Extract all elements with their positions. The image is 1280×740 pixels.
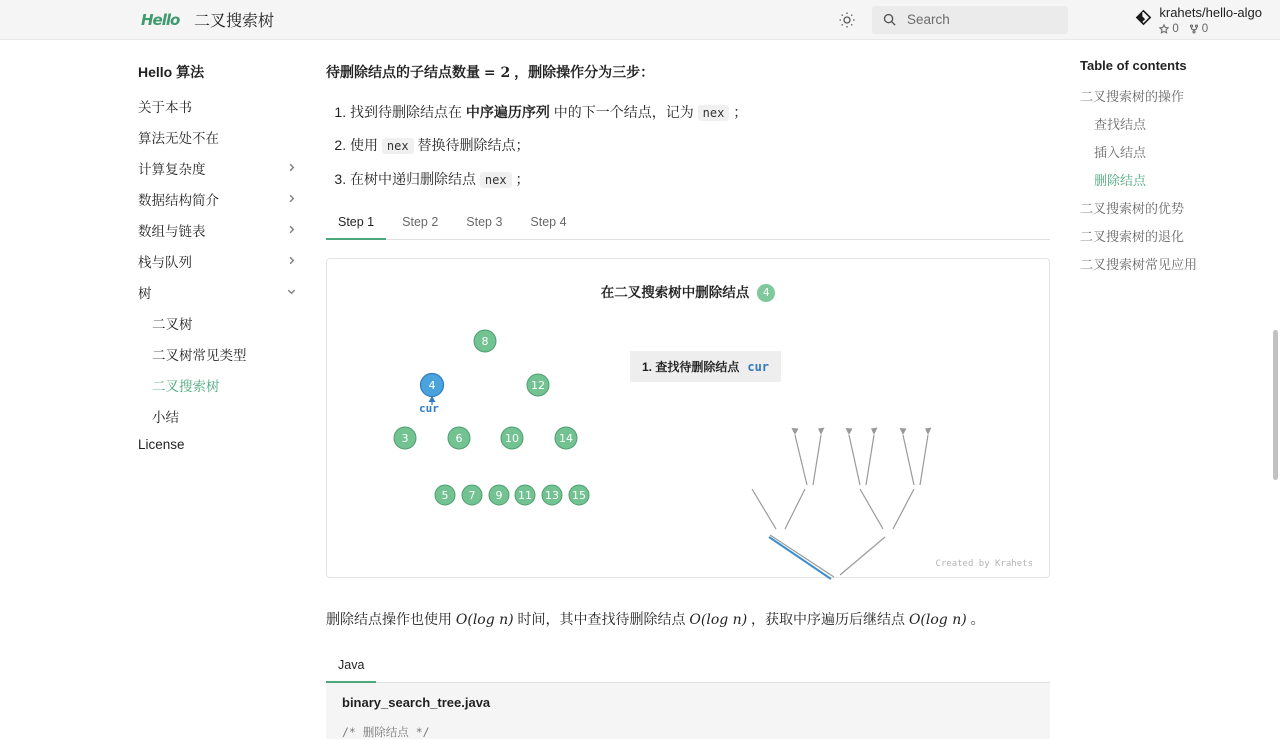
- search-icon: [882, 12, 897, 27]
- code-body: [326, 683, 1050, 739]
- cur-pointer-label: cur: [419, 402, 439, 415]
- sidebar-item-algorithms-everywhere[interactable]: [128, 121, 308, 152]
- sidebar-nav: [128, 40, 308, 720]
- svg-text:4: 4: [428, 379, 436, 392]
- toc-item-insert-node[interactable]: 插入结点: [1094, 144, 1147, 160]
- tree-node-4: [421, 374, 444, 397]
- brightness-icon[interactable]: [836, 9, 858, 31]
- code-language-tabs: [326, 650, 1050, 683]
- tree-node-6: [448, 427, 470, 449]
- chevron-right-icon[interactable]: [284, 223, 298, 237]
- inline-code: nex: [382, 138, 414, 154]
- sidebar-item-summary[interactable]: [128, 400, 308, 431]
- sidebar-item-binary-tree-types[interactable]: [128, 338, 308, 369]
- tab-step-2[interactable]: Step 2: [402, 215, 439, 229]
- sidebar-item-binary-tree[interactable]: [128, 307, 308, 338]
- tree-node-12: [527, 374, 549, 396]
- git-icon: [1135, 9, 1152, 29]
- repo-stats: [1159, 23, 1262, 35]
- intro-paragraph: [326, 60, 1050, 86]
- sidebar-title: Hello 算法: [138, 64, 205, 80]
- tree-node-7: [462, 485, 482, 505]
- repo-stars-count: 0: [1172, 23, 1179, 35]
- figure-title-text: 在二叉搜索树中删除结点: [600, 285, 750, 300]
- sidebar-item-stack-queue[interactable]: [128, 245, 308, 276]
- tree-node-10: [501, 427, 523, 449]
- chevron-right-icon[interactable]: [284, 161, 298, 175]
- site-header: [0, 0, 1280, 40]
- sidebar-item-label: 栈与队列: [138, 254, 192, 270]
- svg-text:15: 15: [572, 489, 586, 502]
- fork-icon: [1189, 24, 1199, 34]
- tab-java[interactable]: Java: [326, 650, 376, 683]
- step-text: 在树中递归删除结点: [350, 170, 480, 187]
- page-title: 二叉搜索树: [194, 13, 275, 30]
- svg-text:7: 7: [468, 489, 476, 502]
- step-bold: 中序遍历序列: [465, 103, 550, 120]
- complexity-text: ，获取中序遍历后继结点: [747, 611, 909, 627]
- bst-nodes-layer: [327, 259, 1247, 579]
- svg-text:12: 12: [531, 379, 545, 392]
- bst-delete-figure: [326, 258, 1050, 578]
- step-text: 替换待删除结点；: [413, 137, 530, 153]
- delete-steps-list: [326, 100, 1050, 192]
- sidebar-item-label: 二叉树常见类型: [152, 347, 247, 363]
- tree-node-9: [489, 485, 509, 505]
- repo-forks: [1189, 23, 1208, 35]
- tree-node-14: [555, 427, 577, 449]
- tab-step-4[interactable]: Step 4: [530, 215, 567, 229]
- toc-item-search-node[interactable]: 查找结点: [1094, 116, 1147, 132]
- svg-text:11: 11: [518, 489, 532, 502]
- toc-item-delete-node[interactable]: 删除结点: [1094, 172, 1147, 188]
- toc-item-operations[interactable]: 二叉搜索树的操作: [1080, 88, 1185, 104]
- svg-text:9: 9: [495, 489, 503, 502]
- sidebar-item-label: 算法无处不在: [138, 130, 219, 146]
- list-item: [350, 100, 1050, 125]
- complexity-text: 。: [966, 611, 985, 627]
- complexity-equation: O(log n): [689, 612, 748, 628]
- step-text: ；: [729, 103, 748, 120]
- chevron-right-icon[interactable]: [284, 254, 298, 268]
- complexity-equation: O(log n): [908, 612, 967, 628]
- code-block: [326, 650, 1050, 739]
- inline-code: nex: [480, 172, 512, 188]
- search-box[interactable]: [872, 6, 1068, 34]
- sidebar-item-label: 二叉搜索树: [152, 378, 220, 394]
- svg-text:5: 5: [441, 489, 449, 502]
- step-text: 找到待删除结点在: [350, 103, 466, 120]
- code-filename: binary_search_tree.java: [342, 694, 491, 710]
- tree-node-11: [515, 485, 535, 505]
- star-icon: [1159, 24, 1169, 34]
- svg-text:8: 8: [481, 335, 489, 348]
- sidebar-item-license[interactable]: [128, 431, 308, 457]
- intro-suffix: ，删除操作分为三步：: [510, 64, 655, 80]
- tree-node-15: [569, 485, 589, 505]
- sidebar-item-label: 二叉树: [152, 316, 193, 332]
- chevron-right-icon[interactable]: [284, 192, 298, 206]
- inline-code: nex: [698, 105, 730, 121]
- sidebar-item-label: 树: [138, 285, 152, 301]
- intro-equation: = 2: [483, 65, 511, 81]
- sidebar-item-binary-search-tree[interactable]: [128, 369, 308, 400]
- search-input[interactable]: [905, 11, 1058, 28]
- repo-link[interactable]: [1135, 6, 1262, 35]
- main-content: [308, 40, 1080, 739]
- sidebar-item-label: 数据结构简介: [138, 192, 219, 208]
- toc-item-advantages[interactable]: 二叉搜索树的优势: [1080, 200, 1185, 216]
- sidebar-item-data-structures[interactable]: [128, 183, 308, 214]
- tab-step-1[interactable]: Step 1: [326, 207, 386, 240]
- complexity-text: 时间，其中查找待删除结点: [513, 611, 690, 627]
- callout-text: 1. 查找待删除结点: [642, 360, 740, 374]
- sidebar-item-tree[interactable]: [128, 276, 308, 307]
- figure-callout: [630, 351, 781, 382]
- svg-text:14: 14: [559, 432, 573, 445]
- tree-node-8: [474, 330, 496, 352]
- svg-text:3: 3: [401, 432, 409, 445]
- sidebar-item-label: 小结: [152, 409, 179, 425]
- tab-step-3[interactable]: Step 3: [466, 215, 503, 229]
- toc-item-degeneration[interactable]: 二叉搜索树的退化: [1080, 228, 1185, 244]
- figure-step-badge: 4: [757, 284, 775, 302]
- callout-code: cur: [747, 359, 770, 374]
- list-item: [350, 133, 1050, 158]
- sidebar-item-label: 计算复杂度: [138, 161, 206, 177]
- chevron-down-icon[interactable]: [284, 285, 298, 299]
- repo-name: krahets/hello-algo: [1159, 5, 1262, 20]
- complexity-equation: O(log n): [455, 612, 514, 628]
- hello-algo-logo-icon: [141, 10, 181, 30]
- list-item: [350, 167, 1050, 192]
- sidebar-item-label: 数组与链表: [138, 223, 206, 239]
- complexity-text: 删除结点操作也使用: [326, 611, 456, 627]
- code-line: /* 删除结点 */: [342, 724, 430, 739]
- sidebar-item-about-book[interactable]: [128, 90, 308, 121]
- svg-text:6: 6: [455, 432, 463, 445]
- step-text: 使用: [350, 137, 382, 153]
- page-layout: [0, 40, 1280, 739]
- repo-stars: [1159, 23, 1178, 35]
- step-text: ；: [511, 170, 530, 187]
- step-text: 中的下一个结点，记为: [549, 103, 698, 120]
- toc-title: Table of contents: [1080, 58, 1187, 73]
- tree-node-5: [435, 485, 455, 505]
- tree-node-3: [394, 427, 416, 449]
- figure-credit: Created by Krahets: [935, 559, 1033, 569]
- intro-prefix: 待删除结点的子结点数量: [326, 64, 484, 80]
- toc-item-applications[interactable]: 二叉搜索树常见应用: [1080, 256, 1198, 272]
- sidebar-item-label: License: [138, 436, 185, 452]
- svg-text:13: 13: [545, 489, 559, 502]
- svg-text:Hello: Hello: [141, 10, 180, 29]
- sidebar-item-label: 关于本书: [138, 99, 192, 115]
- sidebar-item-array-linkedlist[interactable]: [128, 214, 308, 245]
- complexity-paragraph: [326, 606, 1050, 634]
- step-tabs: [326, 207, 1050, 240]
- svg-text:10: 10: [505, 432, 519, 445]
- page-scrollbar[interactable]: [1273, 330, 1278, 480]
- site-logo[interactable]: [140, 8, 182, 32]
- tree-node-13: [542, 485, 562, 505]
- repo-forks-count: 0: [1201, 23, 1209, 35]
- sidebar-item-complexity[interactable]: [128, 152, 308, 183]
